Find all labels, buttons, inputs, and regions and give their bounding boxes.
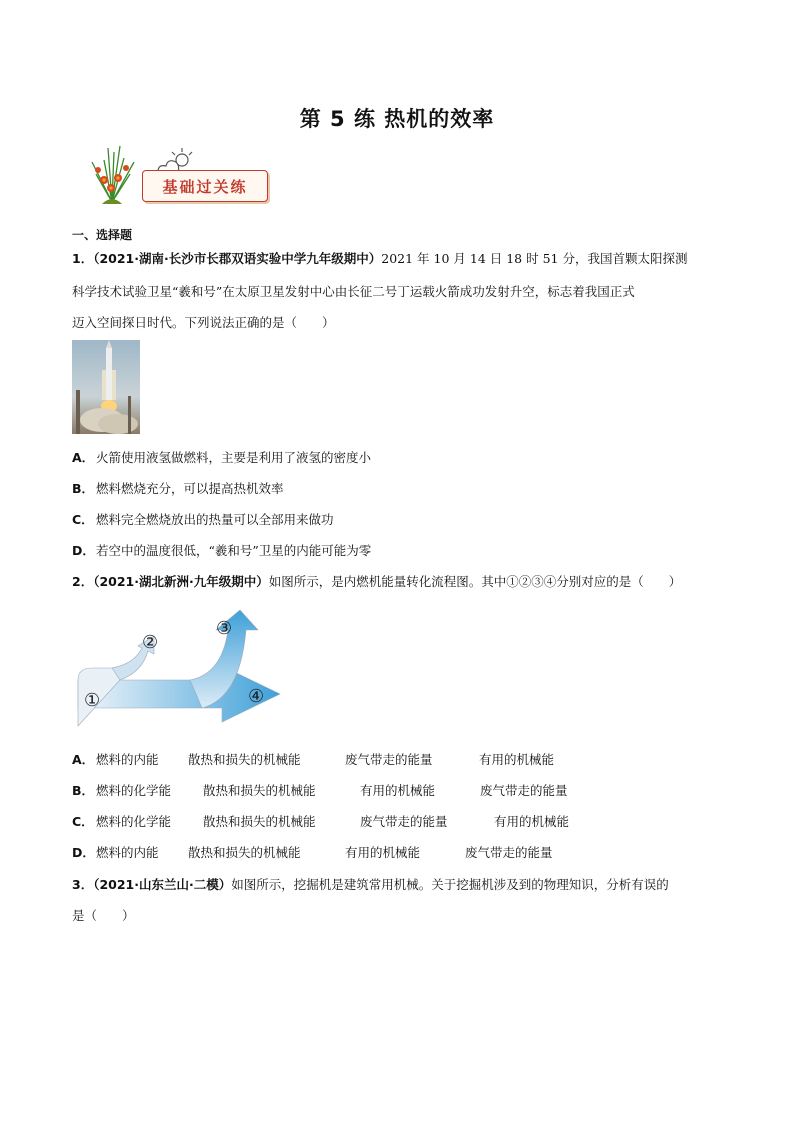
q2-option-b[interactable] xyxy=(72,781,568,799)
option-label: A． xyxy=(72,450,95,465)
q1-line-2: 科学技术试验卫星“羲和号”在太原卫星发射中心由长征二号丁运载火箭成功发射升空，标志着我国正式 xyxy=(72,284,635,299)
option-col-1: 燃料的内能 xyxy=(96,752,159,767)
flow-label-3: ③ xyxy=(216,618,233,639)
q1-option-d[interactable] xyxy=(72,541,371,559)
page-title: 第 5 练 热机的效率 xyxy=(299,107,495,131)
flow-label-1: ① xyxy=(84,690,101,711)
option-col-2: 散热和损失的机械能 xyxy=(188,845,301,860)
option-col-3: 有用的机械能 xyxy=(345,845,421,860)
q3-number: 3． xyxy=(72,877,94,892)
q2-text: 如图所示，是内燃机能量转化流程图。其中①②③④分别对应的是（ ） xyxy=(268,574,682,589)
option-col-4: 有用的机械能 xyxy=(479,752,555,767)
badge-label: 基础过关练 xyxy=(162,178,248,196)
q3-line-1 xyxy=(72,875,669,893)
option-text: 火箭使用液氢做燃料，主要是利用了液氢的密度小 xyxy=(96,450,372,465)
option-label: B． xyxy=(72,783,95,798)
flower-icon xyxy=(84,140,144,204)
flow-label-2: ② xyxy=(142,632,159,653)
q3-text-1: 如图所示，挖掘机是建筑常用机械。关于挖掘机涉及到的物理知识，分析有误的 xyxy=(231,877,669,892)
option-col-2: 散热和损失的机械能 xyxy=(203,814,316,829)
option-col-1: 燃料的化学能 xyxy=(96,783,172,798)
option-col-4: 废气带走的能量 xyxy=(480,783,568,798)
q1-text-1: 2021 年 10 月 14 日 18 时 51 分，我国首颗太阳探测 xyxy=(381,251,688,266)
option-text: 若空中的温度很低，“羲和号”卫星的内能可能为零 xyxy=(96,543,372,558)
q3-line-2: 是（ ） xyxy=(72,908,135,923)
option-label: A． xyxy=(72,752,95,767)
energy-flow-diagram xyxy=(72,608,292,738)
option-label: B． xyxy=(72,481,95,496)
option-col-3: 有用的机械能 xyxy=(360,783,436,798)
badge-box xyxy=(142,170,268,202)
option-col-1: 燃料的内能 xyxy=(96,845,159,860)
option-text: 燃料完全燃烧放出的热量可以全部用来做功 xyxy=(96,512,334,527)
q1-line-1 xyxy=(72,249,687,267)
q3-source: （2021·山东兰山·二模） xyxy=(93,877,232,892)
section-heading: 一、选择题 xyxy=(72,228,133,242)
option-label: D． xyxy=(72,543,95,558)
q2-option-a[interactable] xyxy=(72,750,554,768)
option-col-3: 废气带走的能量 xyxy=(345,752,433,767)
q2-line-1 xyxy=(72,572,681,590)
option-col-2: 散热和损失的机械能 xyxy=(188,752,301,767)
q2-number: 2． xyxy=(72,574,94,589)
q1-option-b[interactable] xyxy=(72,479,284,497)
q2-source: （2021·湖北新洲·九年级期中） xyxy=(93,574,269,589)
rocket-launch-image xyxy=(72,340,140,434)
q1-number: 1． xyxy=(72,251,94,266)
section-badge xyxy=(84,140,274,204)
option-label: C． xyxy=(72,512,94,527)
option-label: D． xyxy=(72,845,95,860)
q1-option-a[interactable] xyxy=(72,448,371,466)
option-col-1: 燃料的化学能 xyxy=(96,814,172,829)
option-col-4: 废气带走的能量 xyxy=(465,845,553,860)
option-col-4: 有用的机械能 xyxy=(494,814,570,829)
q2-option-c[interactable] xyxy=(72,812,569,830)
option-label: C． xyxy=(72,814,94,829)
option-col-2: 散热和损失的机械能 xyxy=(203,783,316,798)
q2-option-d[interactable] xyxy=(72,843,553,861)
q1-line-3: 迈入空间探日时代。下列说法正确的是（ ） xyxy=(72,315,335,330)
option-col-3: 废气带走的能量 xyxy=(360,814,448,829)
option-text: 燃料燃烧充分，可以提高热机效率 xyxy=(96,481,284,496)
flow-label-4: ④ xyxy=(248,686,265,707)
q1-source: （2021·湖南·长沙市长郡双语实验中学九年级期中） xyxy=(93,251,382,266)
q1-option-c[interactable] xyxy=(72,510,334,528)
